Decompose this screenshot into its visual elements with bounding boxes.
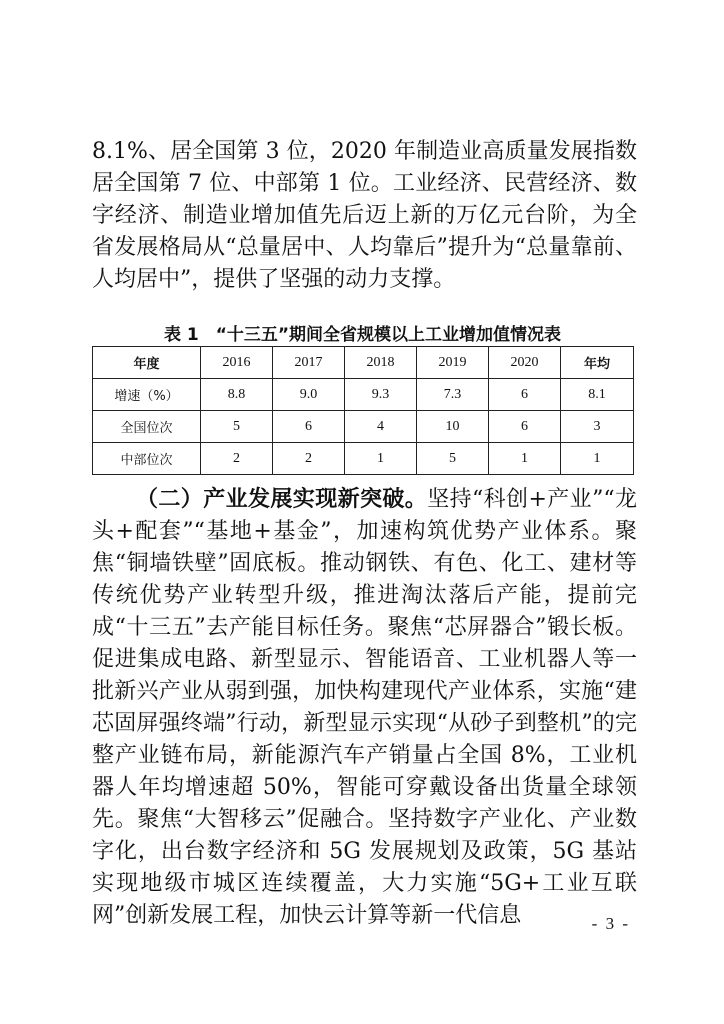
header-2020: 2020	[489, 347, 561, 379]
row-label-central-rank: 中部位次	[93, 443, 201, 475]
table-cell: 10	[417, 411, 489, 443]
section-body: 坚持“科创+产业”“龙头+配套”“基地+基金”，加速构筑优势产业体系。聚焦“铜墙铁壁”固底板。推动钢铁、有色、化工、建材等传统优势产业转型升级，推进淘汰落后产能，提前完成“十三五”去产能目标任务。聚焦“芯屏器合”锻长板。促进集成电路、新型显示、智能语音、工业机器人等一批新兴产业从弱到强，加快构建现代产业体系，实施“建芯固屏强终端”行动，新型显示实现“从砂子到整机”的完整产业链布局，新能源汽车产销量占全国 8%，工业机器人年均增速超 50%，智能可穿戴设备出货量全球领先。聚焦“大智移云”促融合。坚持数字产业化、产业数字化，出台数字经济和 5G 发展规划及政策，5G 基站实现地级市城区连续覆盖，大力实施“5G+工业互联网”创新发展工程，加快云计算等新一代信息	[92, 487, 637, 928]
table-cell: 7.3	[417, 379, 489, 411]
table-cell: 6	[273, 411, 345, 443]
table-cell: 1	[345, 443, 417, 475]
table-cell: 2	[201, 443, 273, 475]
industrial-value-table	[92, 346, 634, 475]
table-row	[93, 411, 634, 443]
body-paragraph-1: 8.1%、居全国第 3 位，2020 年制造业高质量发展指数居全国第 7 位、中部第 1 位。工业经济、民营经济、数字经济、制造业增加值先后迈上新的万亿元台阶，为全省发展格局从“总量居中、人均靠后”提升为“总量靠前、人均居中”，提供了坚强的动力支撑。	[92, 139, 637, 292]
table-cell: 3	[561, 411, 634, 443]
header-2019: 2019	[417, 347, 489, 379]
table-row	[93, 379, 634, 411]
row-label-growth: 增速（%）	[93, 379, 201, 411]
header-2018: 2018	[345, 347, 417, 379]
table-cell: 1	[489, 443, 561, 475]
table-cell: 6	[489, 379, 561, 411]
header-average: 年均	[561, 347, 634, 379]
table-cell: 9.0	[273, 379, 345, 411]
table-cell: 2	[273, 443, 345, 475]
table-cell: 6	[489, 411, 561, 443]
table-cell: 8.1	[561, 379, 634, 411]
table-cell: 4	[345, 411, 417, 443]
table-cell: 5	[417, 443, 489, 475]
table-cell: 8.8	[201, 379, 273, 411]
header-2017: 2017	[273, 347, 345, 379]
table-cell: 1	[561, 443, 634, 475]
table-row	[93, 443, 634, 475]
page-number: - 3 -	[591, 914, 630, 933]
header-2016: 2016	[201, 347, 273, 379]
table-caption: 表 1 “十三五”期间全省规模以上工业增加值情况表	[163, 325, 562, 345]
table-cell: 9.3	[345, 379, 417, 411]
table-cell: 5	[201, 411, 273, 443]
section-heading: （二）产业发展实现新突破。	[136, 487, 428, 512]
header-year: 年度	[93, 347, 201, 379]
table-header-row	[93, 347, 634, 379]
row-label-national-rank: 全国位次	[93, 411, 201, 443]
body-paragraph-2	[92, 484, 637, 932]
